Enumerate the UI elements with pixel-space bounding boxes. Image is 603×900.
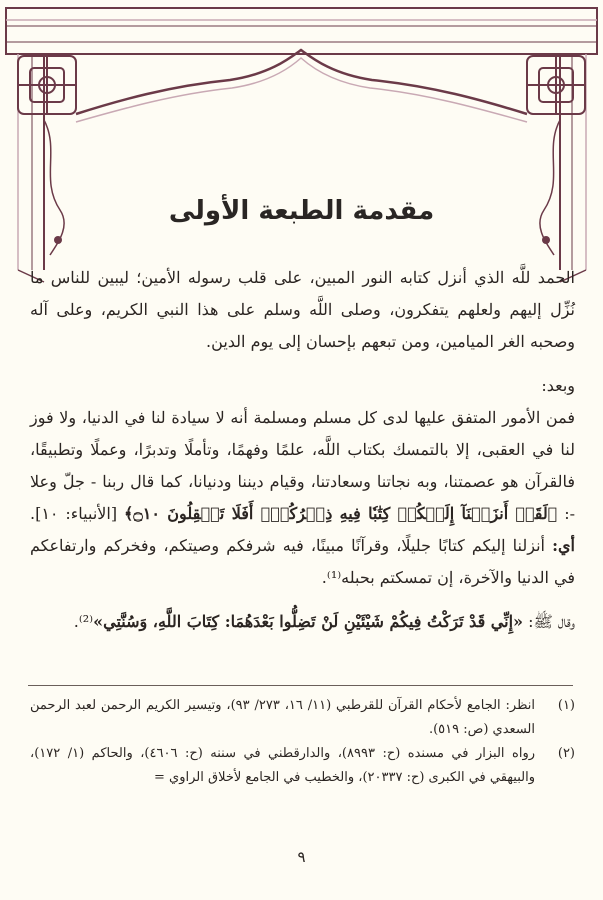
footnote xyxy=(30,694,575,742)
footnote xyxy=(30,742,575,790)
footnote-marker-2: ⁽²⁾ xyxy=(78,612,94,631)
main-paragraph-text: فمن الأمور المتفق عليها لدى كل مسلم ومسلمة أنه لا سيادة لنا في الدنيا، ولا فوز لنا في العقبى، إلا بالتمسك بكتاب اللَّه، علمًا وفهمًا، وتأملًا وتدبرًا، وعملًا وتطبيقًا، فالقرآن هو عصمتنا، وبه نجاتنا وسعادتنا، وقيام ديننا ودنيانا، كما قال ربنا - جلّ وعلا -: xyxy=(30,408,576,523)
page-title: مقدمة الطبعة الأولى xyxy=(168,196,435,226)
footnote-text: انظر: الجامع لأحكام القرآن للقرطبي (١١/ ١٦، ٢٧٣/ ٩٣)، وتيسير الكريم الرحمن لعبد الرحمن السعدي (ص: ٥١٩). xyxy=(30,698,535,737)
hadith-paragraph xyxy=(30,606,575,638)
intro-paragraph: الحمد للَّه الذي أنزل كتابه النور المبين، على قلب رسوله الأمين؛ ليبين للناس ما نُزِّل إليهم ولعلهم يتفكرون، وصلى اللَّه وسلم على هذا النبي الكريم، وعلى آله وصحبه الغر الميامين، ومن تبعهم بإحسان إلى يوم الدين. xyxy=(30,268,575,351)
main-paragraph: فمن الأمور المتفق عليها لدى كل مسلم ومسلمة أنه لا سيادة لنا في الدنيا، ولا فوز لنا في العقبى، إلا بالتمسك بكتاب اللَّه، علمًا وفهمًا، وتأملًا وتدبرًا، وعملًا وتطبيقًا، فالقرآن هو عصمتنا، وبه نجاتنا وسعادتنا، وقيام ديننا ودنيانا، كما قال ربنا - جلّ وعلا -: ﴿لَقَدۡ أَنزَلۡنَآ إِلَيۡكُمۡ كِتَٰبٗا فِيهِ ذِكۡرُكُمۡۚ أَفَلَا تَعۡقِلُونَ ۝١٠﴾ [الأنبياء: ١٠]. أي: أنزلنا إليكم كتابًا جليلًا، وقرآنًا مبينًا، فيه شرفكم وصيتكم، وفخركم وارتفاعكم في الدنيا والآخرة، إن تمسكتم بحبله⁽¹⁾. xyxy=(30,408,576,587)
hadith-end: . xyxy=(73,612,79,631)
footnote-divider xyxy=(28,685,573,686)
quran-verse: ﴿لَقَدۡ أَنزَلۡنَآ إِلَيۡكُمۡ كِتَٰبٗا فِيهِ ذِكۡرُكُمۡۚ أَفَلَا تَعۡقِلُونَ ۝١٠﴾ xyxy=(124,504,558,523)
wa-baad-label: وبعد: xyxy=(541,376,575,395)
meaning-text: أنزلنا إليكم كتابًا جليلًا، وقرآنًا مبينًا، فيه شرفكم وصيتكم، وفخركم وارتفاعكم في الدنيا والآخرة، إن تمسكتم بحبله xyxy=(30,536,575,587)
verse-reference: [الأنبياء: ١٠]. xyxy=(30,504,124,523)
page-number: ٩ xyxy=(297,848,306,866)
hadith-text: «إِنِّي قَدْ تَرَكْتُ فِيكُمْ شَيْئَيْنِ لَنْ تَضِلُّوا بَعْدَهُمَا: كِتَابَ اللَّهِ، وَسُنَّتِي» xyxy=(93,612,524,631)
right-knot-ornament xyxy=(527,56,585,114)
left-knot-ornament xyxy=(18,56,76,114)
ornamental-frame xyxy=(0,0,603,300)
footnote-number: (١) xyxy=(557,698,575,713)
footnote-text: رواه البزار في مسنده (ح: ٨٩٩٣)، والدارقطني في سننه (ح: ٤٦٠٦)، والحاكم (١/ ١٧٢)، والبيهقي في الكبرى (ح: ٢٠٣٣٧)، والخطيب في الجامع لأخلاق الراوي = xyxy=(30,746,536,785)
footnote-marker-1: ⁽¹⁾ xyxy=(326,568,342,587)
footnote-number: (٢) xyxy=(557,746,575,761)
hadith-intro: وقال ﷺ: xyxy=(523,612,575,631)
meaning-label: أي: xyxy=(552,536,575,555)
